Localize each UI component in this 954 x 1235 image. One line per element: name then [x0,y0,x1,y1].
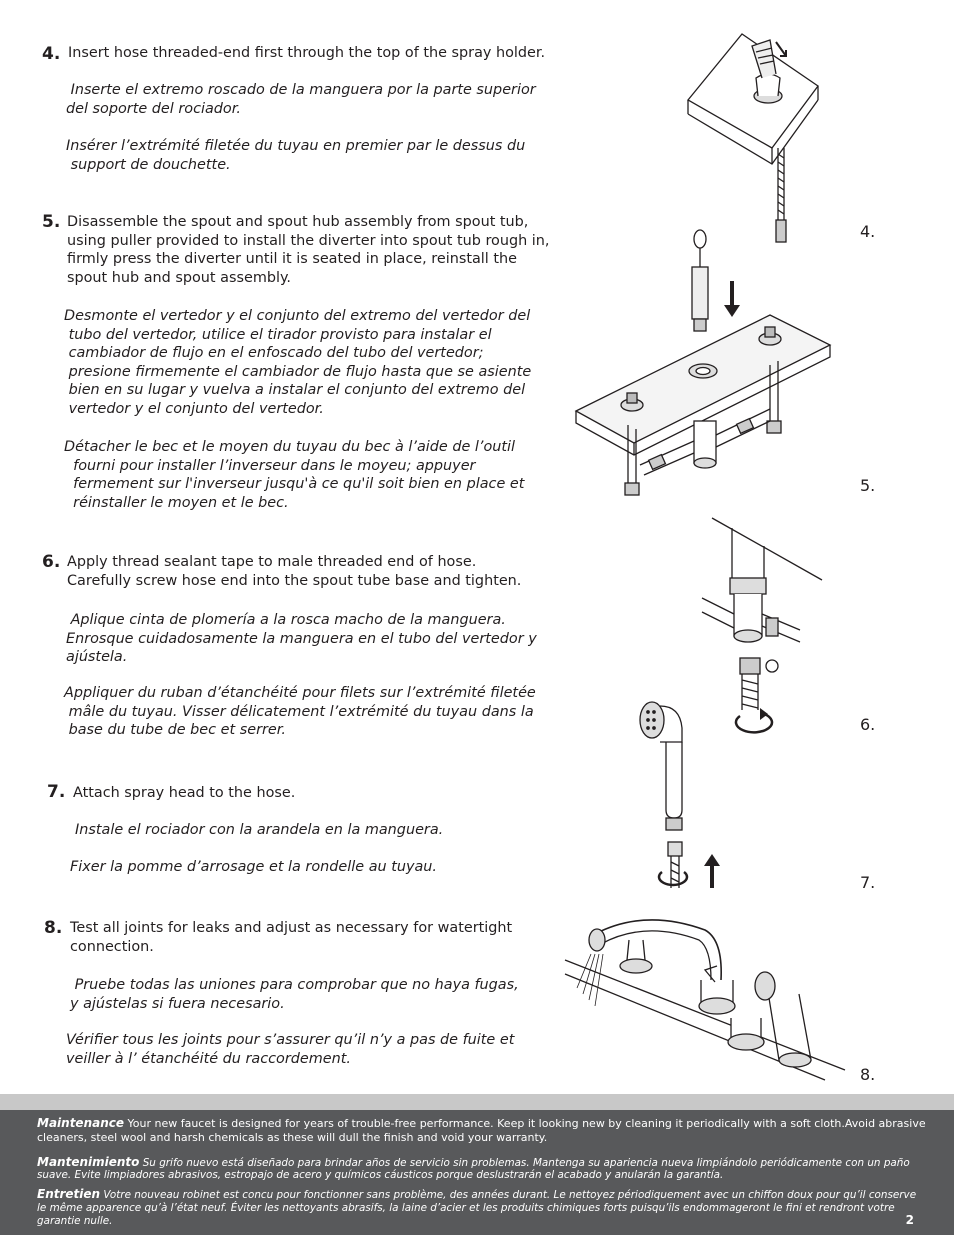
step-7-french: Fixer la pomme d’arrosage et la rondelle au tuyau. [70,859,437,875]
step-7-english: Attach spray head to the hose. [73,785,296,801]
figure-5-label: 5. [860,476,876,495]
step-5-french: Détacher le bec et le moyen du tuyau du bec à l’aide de l’outil fourni pour installer l’inverseur dans le moyeu; appuyer fermement sur l'inverseur jusqu'à ce qu'il soit bien en place et réinstaller le moyen et le bec. [64,439,525,511]
figure-5-diverter-installation-illustration [570,225,840,505]
maintenance-spanish [37,1156,927,1181]
step-4-english: Insert hose threaded-end first through the top of the spray holder. [68,45,546,61]
footer-divider [0,1094,954,1110]
maintenance-text-en: Your new faucet is designed for years of trouble-free performance. Keep it looking new by cleaning it periodically with a soft cloth.Avoid abrasive cleaners, steel wool and harsh chemicals as these will dull the finish and void your warranty. [37,1117,926,1144]
footer-maintenance-panel [0,1110,954,1235]
step-5-number: 5. [42,212,61,232]
figure-7-spray-head-illustration [636,700,736,890]
figure-8-label: 8. [860,1065,876,1084]
figure-4-spray-holder-illustration [680,30,820,250]
figure-6-label: 6. [860,715,876,734]
step-4-number: 4. [42,44,61,64]
maintenance-heading-es: Mantenimiento [37,1155,140,1169]
figure-7-label: 7. [860,873,876,892]
step-6-spanish: Aplique cinta de plomería a la rosca macho de la manguera. Enrosque cuidadosamente la manguera en el tubo del vertedor y ajústela. [66,612,537,666]
step-5-spanish: Desmonte el vertedor y el conjunto del extremo del vertedor del tubo del vertedor, utilice el tirador provisto para instalar el cambiador de flujo en el enfoscado del tubo del vertedor; presione firmemente el cambiador de flujo hasta que se asiente bien en su lugar y vuelva a instalar el conjunto del extremo del vertedor y el conjunto del vertedor. [64,308,532,417]
figure-8-assembled-faucet-illustration [565,910,845,1090]
maintenance-english [37,1116,927,1145]
step-8-french: Vérifier tous les joints pour s’assurer qu’il n’y a pas de fuite et veiller à l’ étanchéité du raccordement. [66,1032,515,1067]
step-7-spanish: Instale el rociador con la arandela en la manguera. [75,822,444,838]
maintenance-text-fr: Votre nouveau robinet est concu pour fonctionner sans problème, des années durant. Le nettoyez périodiquement avec un chiffon doux pour qu’il conserve le même apparence qu’à l’état neuf. Éviter les nettoyants abrasifs, la laine d’acier et les produits chimiques forts puisqu’ils endommageront le fini et rendront votre garantie nulle. [37,1189,917,1227]
step-6-number: 6. [42,552,61,572]
maintenance-heading-en: Maintenance [37,1116,125,1130]
maintenance-text-es: Su grifo nuevo está diseñado para brindar años de servicio sin problemas. Mantenga su apariencia nueva limpiándolo periódicamente con un paño suave. Evite limpiadores abrasivos, estropajo de acero y químicos cáusticos porque deslustrarán el acabado y anularán la garantía. [37,1157,910,1181]
step-5-english: Disassemble the spout and spout hub assembly from spout tub, using puller provided to install the diverter into spout tub rough in, firmly press the diverter until it is seated in place, reinstall the spout hub and spout assembly. [67,214,550,286]
figure-6-hose-connection-illustration [700,518,830,728]
step-8-number: 8. [44,918,63,938]
step-6-english: Apply thread sealant tape to male threaded end of hose. Carefully screw hose end into the spout tube base and tighten. [67,554,522,589]
step-4-spanish: Inserte el extremo roscado de la manguera por la parte superior del soporte del rociador. [66,82,536,117]
maintenance-french [37,1188,927,1228]
step-8-spanish: Pruebe todas las uniones para comprobar que no haya fugas, y ajústelas si fuera necesario. [70,977,519,1012]
page-number: 2 [905,1213,914,1227]
step-7-number: 7. [47,782,66,802]
figure-4-label: 4. [860,222,876,241]
maintenance-heading-fr: Entretien [37,1187,101,1201]
step-8-english: Test all joints for leaks and adjust as necessary for watertight connection. [70,920,513,955]
step-4-french: Insérer l’extrémité filetée du tuyau en premier par le dessus du support de douchette. [66,138,526,173]
step-6-french: Appliquer du ruban d’étanchéité pour filets sur l’extrémité filetée mâle du tuyau. Visser délicatement l’extrémité du tuyau dans la base du tube de bec et serrer. [64,685,536,739]
